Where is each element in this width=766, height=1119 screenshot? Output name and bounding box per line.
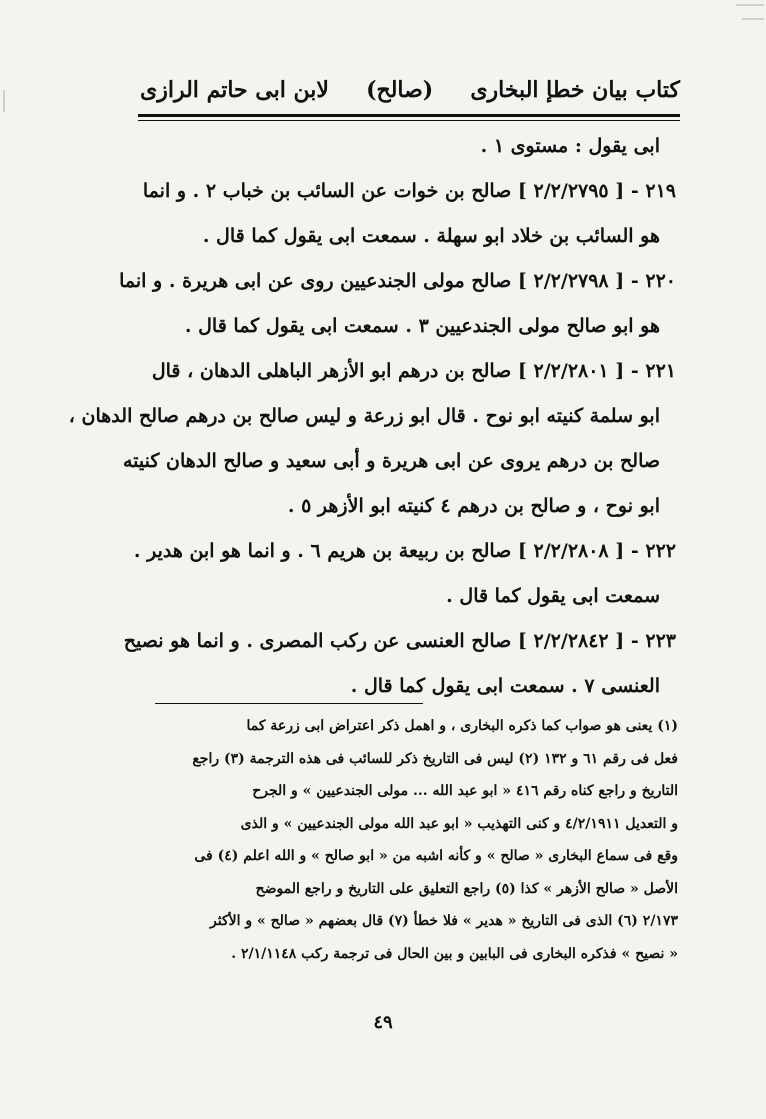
header-rule-thin [138,120,680,121]
footnote-line: « نصيح » فذكره البخارى فى البابين و بين الحال فى ترجمة ركب ٢/١/١١٤٨ . [231,945,678,962]
page-number: ٤٩ [373,1012,393,1033]
header-rule [138,114,680,117]
footnote-separator [155,703,423,704]
header-author: لابن ابى حاتم الرازى [140,77,329,103]
page-header [140,68,680,112]
header-section: (صالح) [366,77,434,103]
text-line: ٢٢٣ - [ ٢/٢/٢٨٤٢ ] صالح العنسى عن ركب المصرى . و انما هو نصيح [123,630,676,652]
scan-edge-mark [736,4,764,6]
text-line: سمعت ابى يقول كما قال . [446,585,660,607]
footnote-line: الأصل « صالح الأزهر » كذا (٥) راجع التعليق على التاريخ و راجع الموضح [255,880,678,897]
text-line: هو ابو صالح مولى الجندعيين ٣ . سمعت ابى يقول كما قال . [184,315,660,337]
footnote-line: وقع فى سماع البخارى « صالح » و كأنه اشبه من « ابو صالح » و الله اعلم (٤) فى [194,848,678,864]
footnote-line: ٢/١٧٣ (٦) الذى فى التاريخ « هدير » فلا خطأ (٧) قال بعضهم « صالح » و الأكثر [210,913,678,929]
footnotes [152,710,678,970]
text-line: ٢٢٢ - [ ٢/٢/٢٨٠٨ ] صالح بن ربيعة بن هريم ٦ . و انما هو ابن هدير . [133,540,676,562]
text-line: ابى يقول : مستوى ١ . [480,135,660,157]
main-text [68,124,676,709]
text-line: ابو سلمة كنيته ابو نوح . قال ابو زرعة و ليس صالح بن درهم صالح الدهان ، [68,405,660,427]
scan-edge-mark [3,90,5,112]
text-line: صالح بن درهم يروى عن ابى هريرة و أبى سعيد و صالح الدهان كنيته [122,450,660,472]
text-line: ٢٢١ - [ ٢/٢/٢٨٠١ ] صالح بن درهم ابو الأزهر الباهلى الدهان ، قال [151,360,676,382]
footnote-line: التاريخ و راجع كناه رقم ٤١٦ « ابو عبد الله ... مولى الجندعيين » و الجرح [252,783,678,799]
header-book-title: كتاب بيان خطإ البخارى [470,77,680,103]
scan-edge-mark [742,18,764,20]
text-line: ٢١٩ - [ ٢/٢/٢٧٩٥ ] صالح بن خوات عن السائب بن خباب ٢ . و انما [142,180,676,202]
text-line: العنسى ٧ . سمعت ابى يقول كما قال . [350,675,660,697]
text-line: ٢٢٠ - [ ٢/٢/٢٧٩٨ ] صالح مولى الجندعيين روى عن ابى هريرة . و انما [119,270,676,292]
footnote-line: و التعديل ٤/٢/١٩١١ و كنى التهذيب « ابو عبد الله مولى الجندعيين » و الذى [240,815,678,832]
footnote-line: (١) يعنى هو صواب كما ذكره البخارى ، و اهمل ذكر اعتراض ابى زرعة كما [246,718,678,734]
text-line: ابو نوح ، و صالح بن درهم ٤ كنيته ابو الأزهر ٥ . [287,495,660,517]
footnote-line: فعل فى رقم ٦١ و ١٣٢ (٢) ليس فى التاريخ ذكر للسائب فى هذه الترجمة (٣) راجع [192,750,678,767]
text-line: هو السائب بن خلاد ابو سهلة . سمعت ابى يقول كما قال . [202,225,660,247]
